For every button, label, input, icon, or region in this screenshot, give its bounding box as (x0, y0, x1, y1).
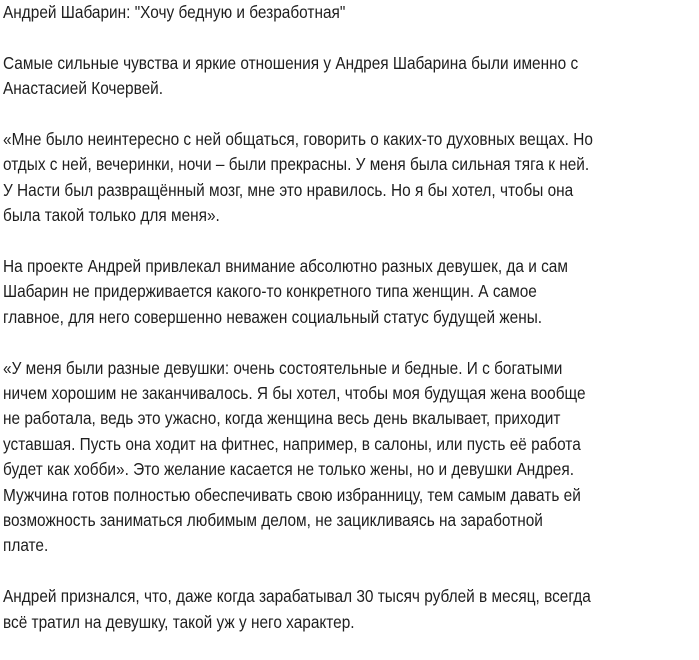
text-line: будет как хобби». Это желание касается не только жены, но и девушки Андрея. (3, 459, 574, 480)
text-line: Шабарин не придерживается какого-то конкретного типа женщин. А самое (3, 281, 537, 302)
text-line: У Насти был развращённый мозг, мне это нравилось. Но я бы хотел, чтобы она (3, 179, 574, 200)
text-line: Самые сильные чувства и яркие отношения у Андрея Шабарина были именно с (3, 52, 579, 73)
text-line: ничем хорошим не заканчивалось. Я бы хотел, чтобы моя будущая жена вообще (3, 383, 586, 404)
paragraph-quote-2 (3, 356, 672, 559)
text-line: отдых с ней, вечеринки, ночи – были прекрасны. У меня была сильная тяга к ней. (3, 154, 590, 175)
text-line: была такой только для меня». (3, 205, 220, 226)
paragraph-project (3, 254, 672, 330)
text-line: всё тратил на девушку, такой уж у него характер. (3, 611, 355, 632)
text-line: главное, для него совершенно неважен социальный статус будущей жены. (3, 306, 543, 327)
text-line: Андрей признался, что, даже когда зарабатывал 30 тысяч рублей в месяц, всегда (3, 586, 591, 607)
text-line: Мужчина готов полностью обеспечивать свою избранницу, тем самым давать ей (3, 484, 581, 505)
text-line: возможность заниматься любимым делом, не зацикливаясь на заработной (3, 510, 543, 531)
paragraph-intro (3, 51, 672, 102)
text-line: «Мне было неинтересно с ней общаться, говорить о каких-то духовных вещах. Но (3, 129, 593, 149)
text-line: Анастасией Кочервей. (3, 78, 164, 99)
text-line: уставшая. Пусть она ходит на фитнес, например, в салоны, или пусть её работа (3, 433, 581, 454)
text-line: плате. (3, 535, 49, 556)
text-line: На проекте Андрей привлекал внимание абсолютно разных девушек, да и сам (3, 256, 568, 277)
article-title: Андрей Шабарин: "Хочу бедную и безработная" (3, 2, 346, 22)
article (3, 0, 672, 660)
text-line: «У меня были разные девушки: очень состоятельные и бедные. И с богатыми (3, 357, 563, 378)
paragraph-conclusion (3, 584, 672, 635)
text-line: не работала, ведь это ужасно, когда женщина весь день вкалывает, приходит (3, 408, 561, 429)
paragraph-quote-1 (3, 127, 672, 229)
